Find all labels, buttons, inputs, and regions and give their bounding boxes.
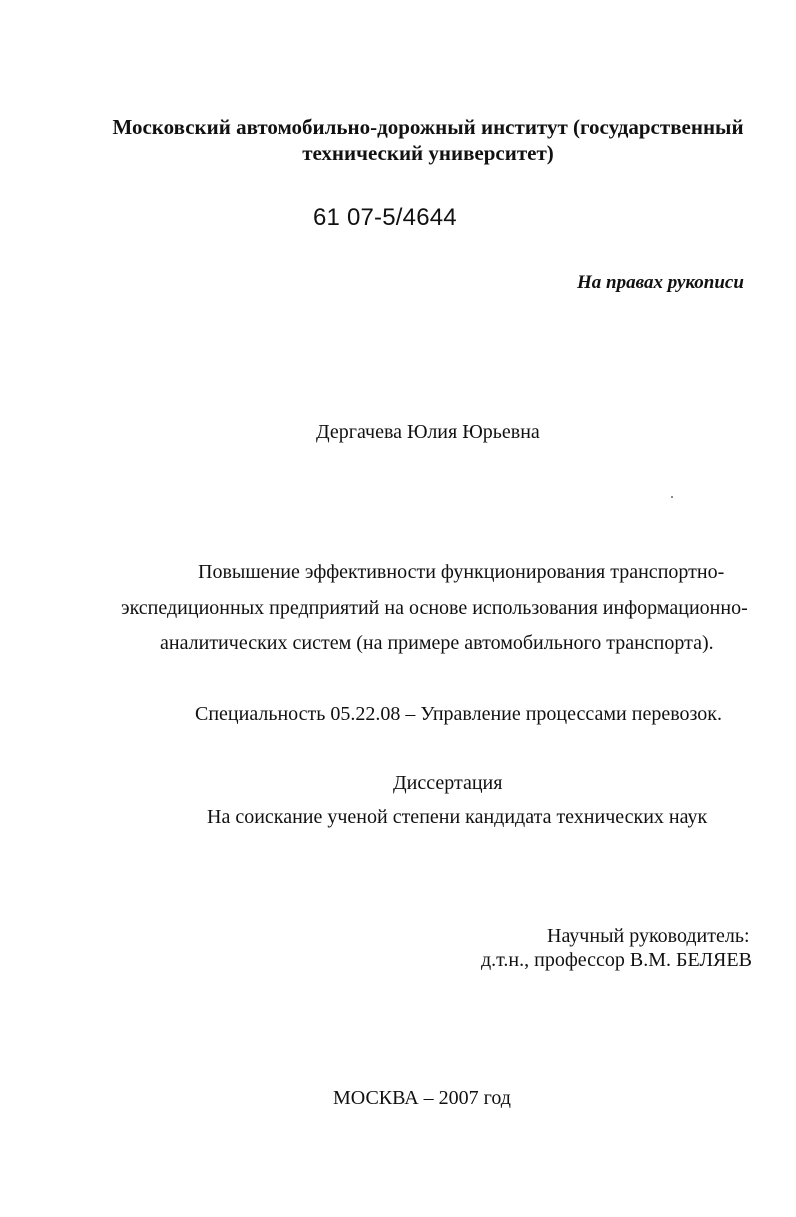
document-type: Диссертация — [393, 772, 503, 794]
institute-name — [0, 114, 796, 166]
dissertation-topic-line-1: Повышение эффективности функционирования транспортно- — [198, 561, 725, 583]
archive-code: 61 07-5/4644 — [313, 204, 457, 231]
advisor-label: Научный руководитель: — [547, 925, 750, 947]
manuscript-rights-note: На правах рукописи — [577, 272, 744, 293]
degree-sought: На соискание ученой степени кандидата технических наук — [207, 806, 708, 828]
dissertation-topic-line-3: аналитических систем (на примере автомобильного транспорта). — [160, 632, 714, 654]
dissertation-topic-line-2: экспедиционных предприятий на основе использования информационно- — [121, 597, 748, 619]
advisor-name: д.т.н., профессор В.М. БЕЛЯЕВ — [481, 949, 752, 971]
specialty-code: Специальность 05.22.08 – Управление процессами перевозок. — [195, 703, 723, 725]
scan-speck — [671, 496, 673, 498]
institute-name-line-2: технический университет) — [302, 141, 554, 165]
institute-name-line-1: Московский автомобильно-дорожный институт (государственный — [112, 115, 744, 139]
city-and-year: МОСКВА – 2007 год — [333, 1087, 511, 1109]
author-name: Дергачева Юлия Юрьевна — [316, 421, 540, 443]
